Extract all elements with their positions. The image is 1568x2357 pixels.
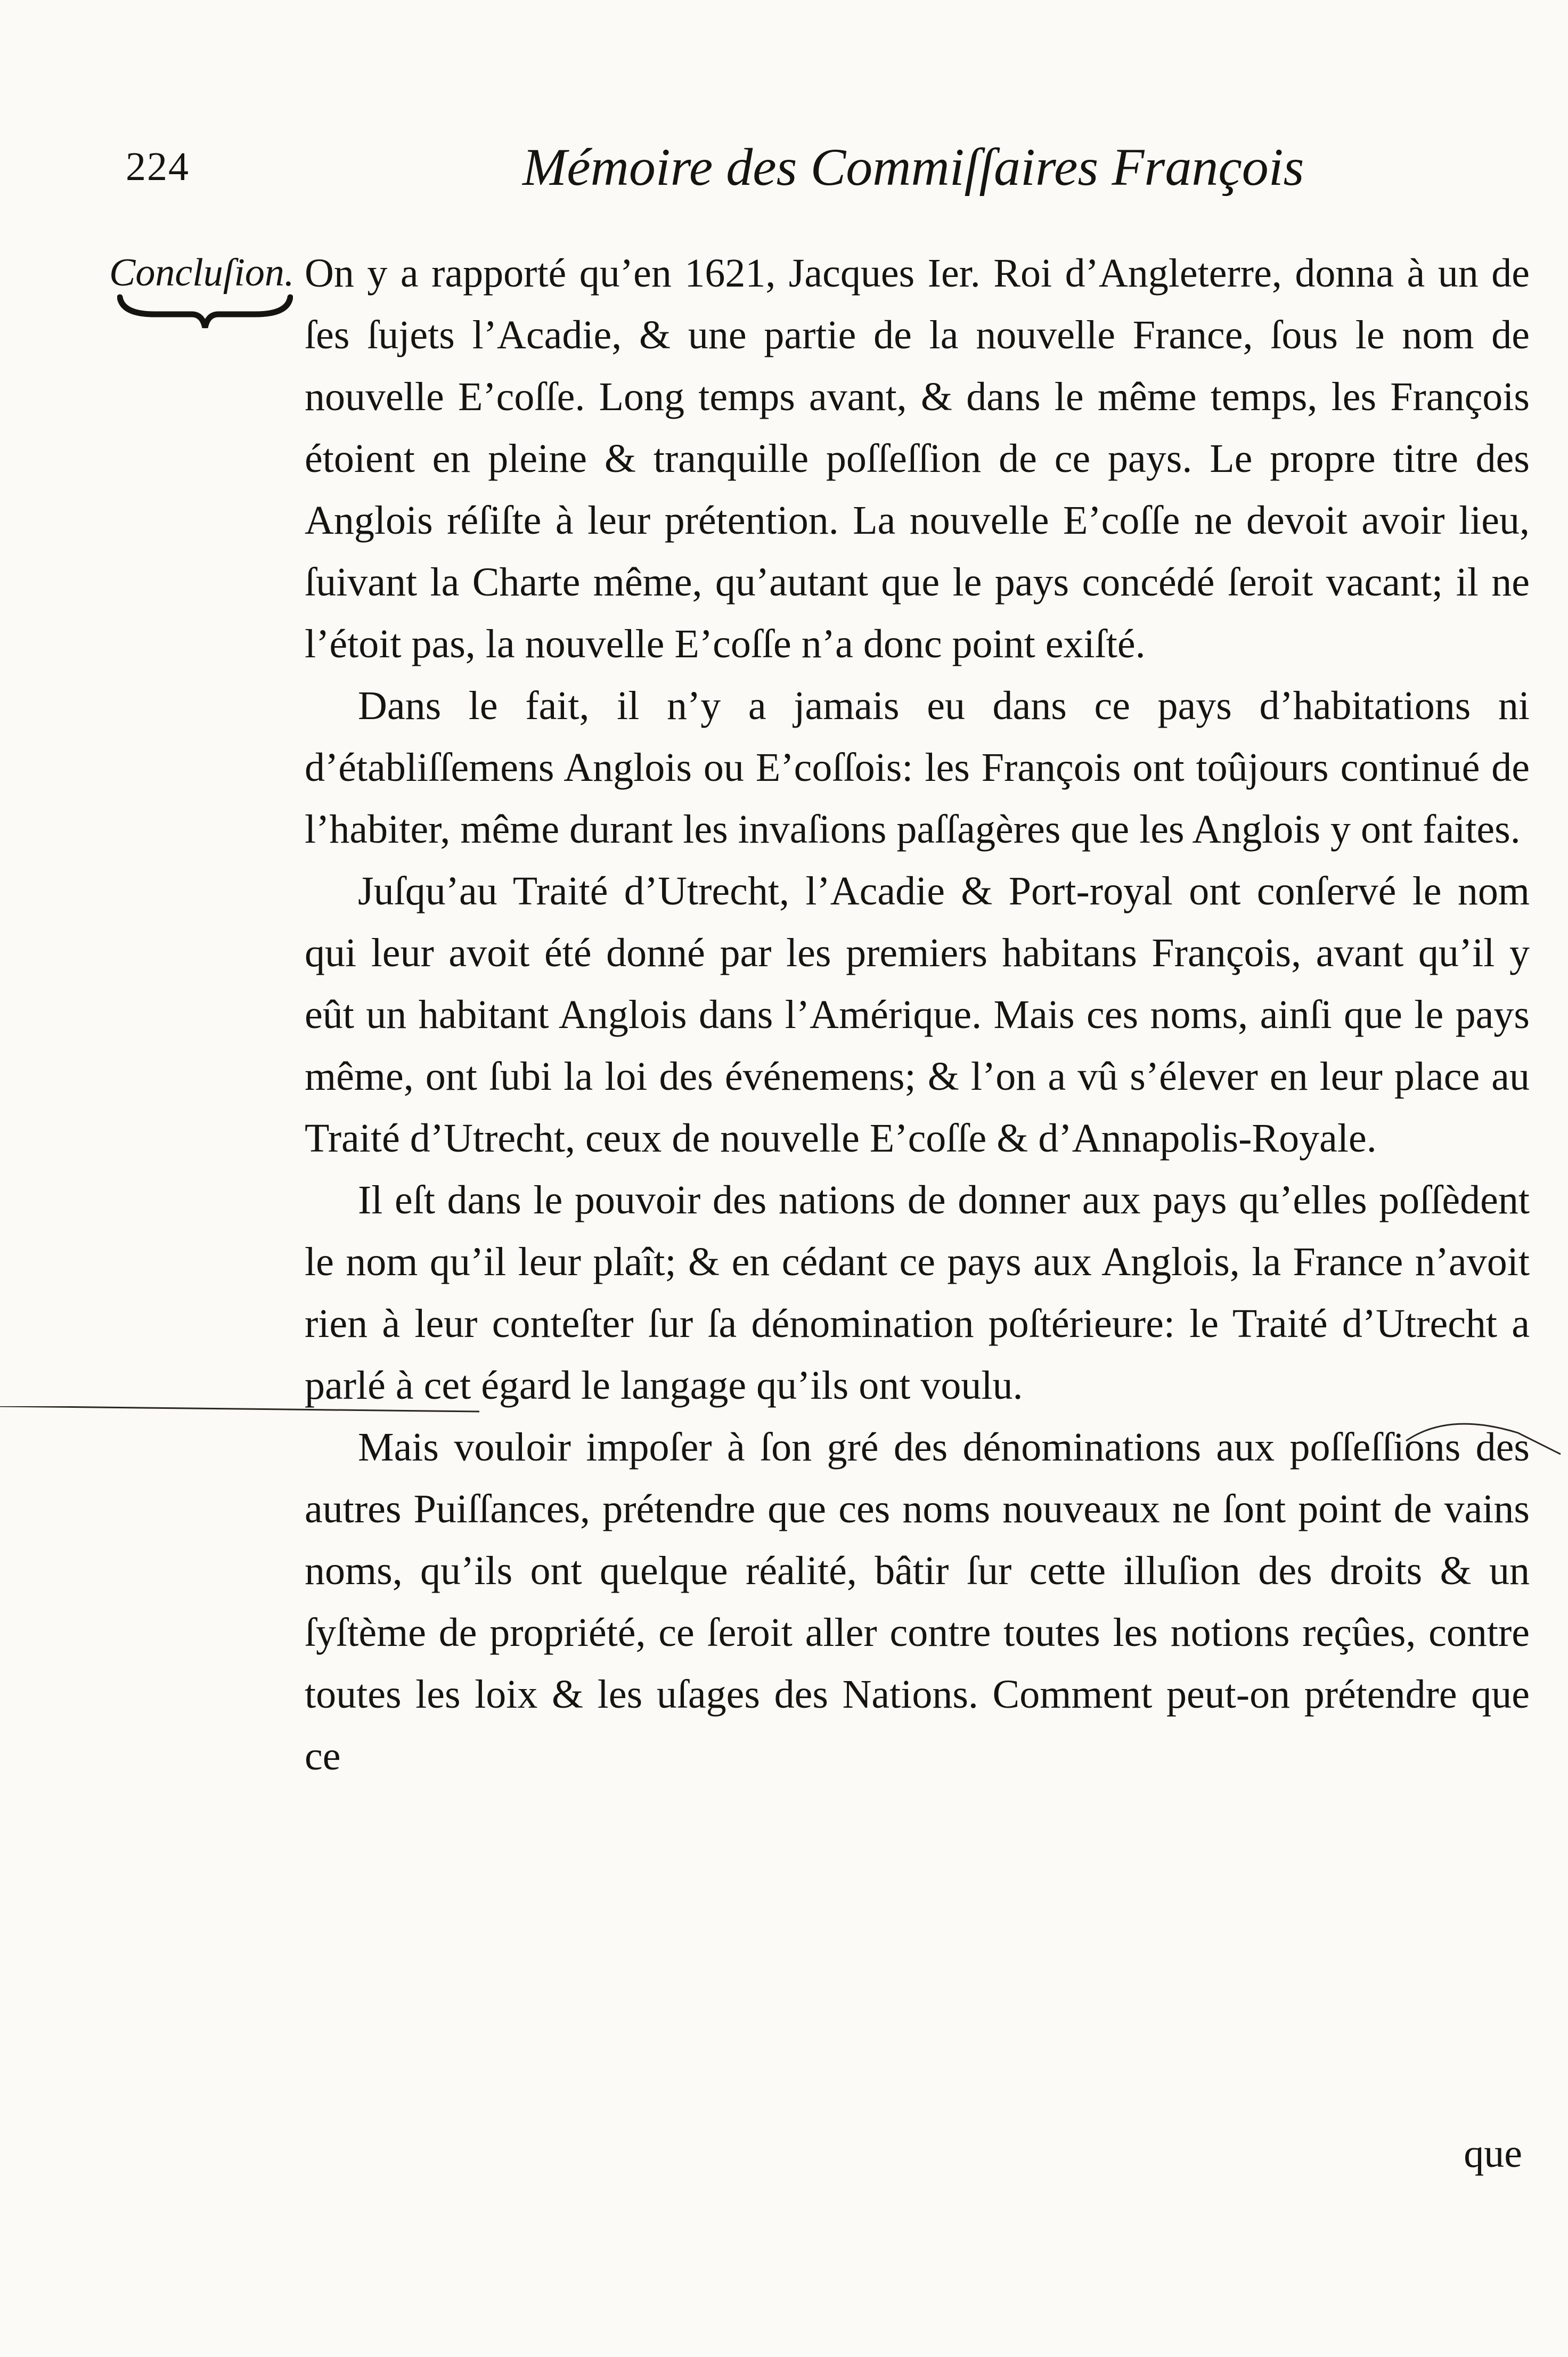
- paragraph-1: On y a rapporté qu’en 1621, Jacques Ier. Roi d’Angleterre, donna à un de ſes ſujets l’Acadie, & une partie de la nouvelle France, ſous le nom de nouvelle E’coſſe. Long temps avant, & dans le même temps, les François étoient en pleine & tranquille poſſeſſion de ce pays. Le propre titre des Anglois réſiſte à leur prétention. La nouvelle E’coſſe ne devoit avoir lieu, ſuivant la Charte même, qu’autant que le pays concédé ſeroit vacant; il ne l’étoit pas, la nouvelle E’coſſe n’a donc point exiſté.: [305, 251, 1530, 666]
- paragraph-5: Mais vouloir impoſer à ſon gré des dénominations aux poſſeſſions des autres Puiſſances, prétendre que ces noms nouveaux ne ſont point de vains noms, qu’ils ont quelque réalité, bâtir ſur cette illuſion des droits & un ſyſtème de propriété, ce ſeroit aller contre toutes les notions reçûes, contre toutes les loix & les uſages des Nations. Comment peut-on prétendre que ce: [305, 1425, 1530, 1779]
- paragraph-3: Juſqu’au Traité d’Utrecht, l’Acadie & Port-royal ont conſervé le nom qui leur avoit été donné par les premiers habitans François, avant qu’il y eût un habitant Anglois dans l’Amérique. Mais ces noms, ainſi que le pays même, ont ſubi la loi des événemens; & l’on a vû s’élever en leur place au Traité d’Utrecht, ceux de nouvelle E’coſſe & d’Annapolis-Royale.: [305, 869, 1530, 1161]
- body-text: [305, 242, 1530, 1787]
- page-header: [126, 137, 1521, 213]
- brace-ornament: [117, 293, 293, 330]
- page-number: 224: [126, 144, 190, 189]
- stray-ink-line: [0, 1406, 1568, 1491]
- running-title: Mémoire des Commiſſaires François: [522, 137, 1304, 197]
- catchword: que: [1464, 2131, 1522, 2176]
- margin-note: Concluſion.: [109, 251, 295, 295]
- paragraph-4: Il eſt dans le pouvoir des nations de donner aux pays qu’elles poſſèdent le nom qu’il leur plaît; & en cédant ce pays aux Anglois, la France n’avoit rien à leur conteſter ſur ſa dénomination poſtérieure: le Traité d’Utrecht a parlé à cet égard le langage qu’ils ont voulu.: [305, 1178, 1530, 1408]
- paragraph-2: Dans le fait, il n’y a jamais eu dans ce pays d’habitations ni d’établiſſemens Anglois ou E’coſſois: les François ont toûjours continué de l’habiter, même durant les invaſions paſſagères que les Anglois y ont faites.: [305, 683, 1530, 852]
